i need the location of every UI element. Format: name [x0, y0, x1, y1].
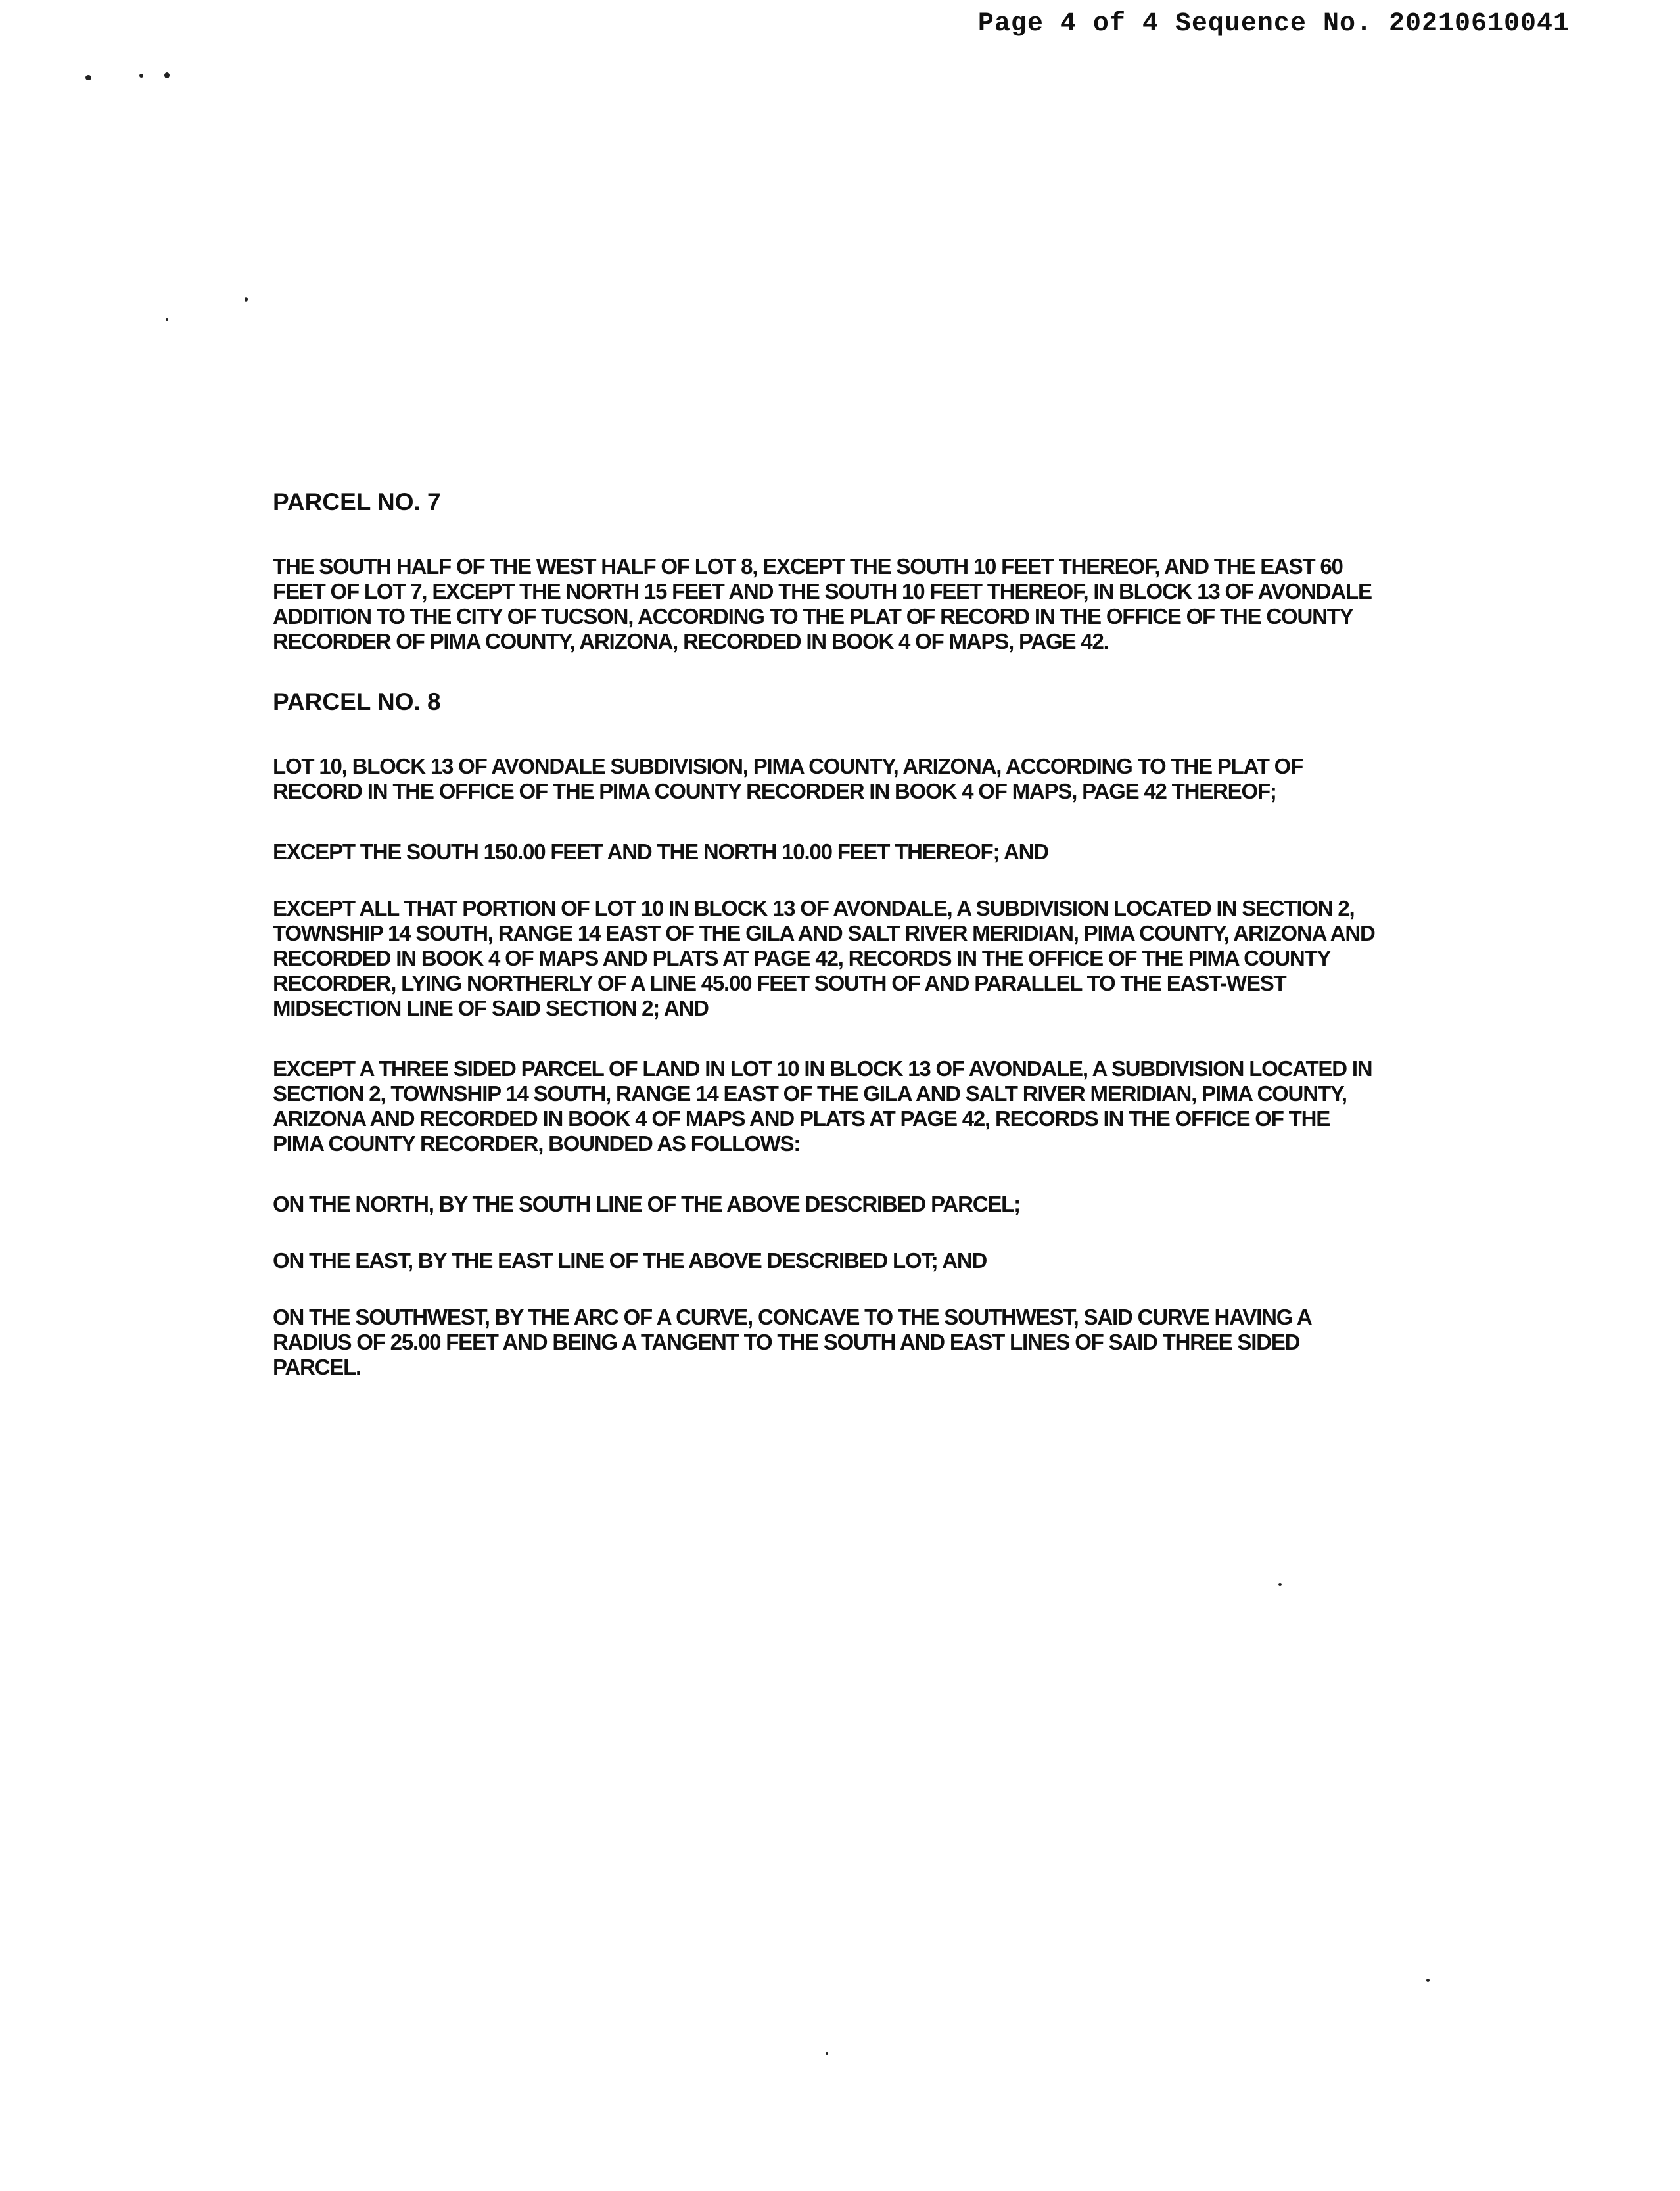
scan-speck — [1278, 1583, 1282, 1586]
parcel-7-description: THE SOUTH HALF OF THE WEST HALF OF LOT 8, EXCEPT THE SOUTH 10 FEET THEREOF, AND THE EAST 60 FEET OF LOT 7, EXCEPT THE NORTH 15 FEET AND THE SOUTH 10 FEET THEREOF, IN BLOCK 13 OF AVONDALE ADDITION TO THE CITY OF TUCSON, ACCORDING TO THE PLAT OF RECORD IN THE OFFICE OF THE COUNTY RECORDER OF PIMA COUNTY, ARIZONA, RECORDED IN BOOK 4 OF MAPS, PAGE 42. — [273, 554, 1372, 653]
parcel-8-exception-south-north: EXCEPT THE SOUTH 150.00 FEET AND THE NORTH 10.00 FEET THEREOF; AND — [273, 839, 1048, 864]
scan-speck — [139, 74, 143, 78]
parcel-8-bound-east: ON THE EAST, BY THE EAST LINE OF THE ABOVE DESCRIBED LOT; AND — [273, 1248, 987, 1273]
parcel-7-heading: PARCEL NO. 7 — [273, 488, 441, 515]
parcel-7-section — [273, 490, 1377, 654]
scan-speck — [85, 75, 91, 80]
scan-speck — [1426, 1979, 1430, 1982]
parcel-8-description: LOT 10, BLOCK 13 OF AVONDALE SUBDIVISION, PIMA COUNTY, ARIZONA, ACCORDING TO THE PLAT OF RECORD IN THE OFFICE OF THE PIMA COUNTY RECORDER IN BOOK 4 OF MAPS, PAGE 42 THEREOF; — [273, 754, 1303, 803]
parcel-8-bound-southwest: ON THE SOUTHWEST, BY THE ARC OF A CURVE, CONCAVE TO THE SOUTHWEST, SAID CURVE HAVING A RADIUS OF 25.00 FEET AND BEING A TANGENT TO THE SOUTH AND EAST LINES OF SAID THREE SIDED PARCEL. — [273, 1305, 1311, 1379]
scan-speck — [826, 2052, 828, 2055]
parcel-8-exception-three-sided-parcel: EXCEPT A THREE SIDED PARCEL OF LAND IN LOT 10 IN BLOCK 13 OF AVONDALE, A SUBDIVISION LOCATED IN SECTION 2, TOWNSHIP 14 SOUTH, RANGE 14 EAST OF THE GILA AND SALT RIVER MERIDIAN, PIMA COUNTY, ARIZONA AND RECORDED IN BOOK 4 OF MAPS AND PLATS AT PAGE 42, RECORDS IN THE OFFICE OF THE PIMA COUNTY RECORDER, BOUNDED AS FOLLOWS: — [273, 1056, 1372, 1156]
parcel-8-section — [273, 690, 1377, 1380]
page-sequence-header: Page 4 of 4 Sequence No. 20210610041 — [977, 9, 1570, 39]
parcel-8-exception-northerly-portion: EXCEPT ALL THAT PORTION OF LOT 10 IN BLOCK 13 OF AVONDALE, A SUBDIVISION LOCATED IN SECTION 2, TOWNSHIP 14 SOUTH, RANGE 14 EAST OF THE GILA AND SALT RIVER MERIDIAN, PIMA COUNTY, ARIZONA AND RECORDED IN BOOK 4 OF MAPS AND PLATS AT PAGE 42, RECORDS IN THE OFFICE OF THE PIMA COUNTY RECORDER, LYING NORTHERLY OF A LINE 45.00 FEET SOUTH OF AND PARALLEL TO THE EAST-WEST MIDSECTION LINE OF SAID SECTION 2; AND — [273, 896, 1375, 1020]
scan-speck — [166, 318, 168, 321]
parcel-8-bound-north: ON THE NORTH, BY THE SOUTH LINE OF THE ABOVE DESCRIBED PARCEL; — [273, 1192, 1020, 1216]
scan-speck — [164, 72, 170, 78]
parcel-8-heading: PARCEL NO. 8 — [273, 688, 441, 715]
scan-speck — [245, 297, 248, 302]
legal-description — [273, 490, 1377, 1415]
